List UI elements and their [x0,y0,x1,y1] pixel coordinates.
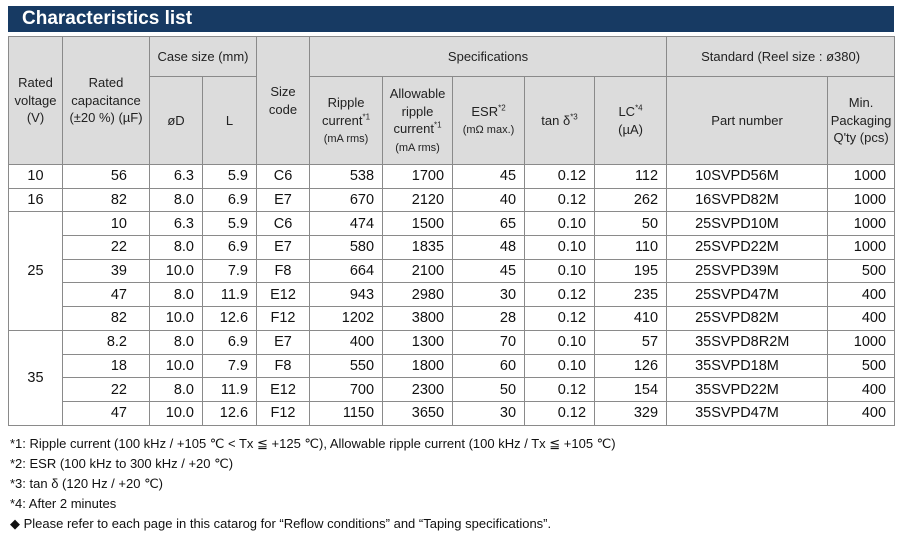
cell-size-code: E7 [257,188,310,212]
table-row [9,354,895,378]
header-rated-capacitance: Rated capacitance (±20 %) (µF) [63,37,150,165]
cell-size-code: E7 [257,236,310,260]
cell-length: 6.9 [203,330,257,354]
cell-part-number: 25SVPD22M [667,236,828,260]
cell-lc: 126 [595,354,667,378]
cell-length: 7.9 [203,259,257,283]
cell-allowable-ripple: 1500 [383,212,453,236]
cell-min-packaging: 1000 [828,212,895,236]
cell-lc: 410 [595,307,667,331]
header-standard: Standard (Reel size : ø380) [667,37,895,77]
cell-tan-delta: 0.10 [525,259,595,283]
cell-capacitance: 22 [63,378,150,402]
cell-length: 6.9 [203,236,257,260]
cell-capacitance: 10 [63,212,150,236]
cell-allowable-ripple: 1800 [383,354,453,378]
cell-min-packaging: 500 [828,259,895,283]
cell-allowable-ripple: 2980 [383,283,453,307]
cell-esr: 28 [453,307,525,331]
header-esr [453,77,525,165]
footnote-4: *4: After 2 minutes [10,496,117,511]
cell-length: 12.6 [203,307,257,331]
cell-size-code: E12 [257,283,310,307]
cell-tan-delta: 0.12 [525,401,595,425]
cell-part-number: 25SVPD10M [667,212,828,236]
cell-capacitance: 39 [63,259,150,283]
cell-length: 11.9 [203,283,257,307]
table-row [9,283,895,307]
cell-tan-delta: 0.10 [525,354,595,378]
table-row [9,212,895,236]
cell-tan-delta: 0.12 [525,378,595,402]
table-row [9,188,895,212]
cell-part-number: 35SVPD22M [667,378,828,402]
cell-diameter: 6.3 [150,212,203,236]
title-bar [8,6,894,32]
footnote-1: *1: Ripple current (100 kHz / +105 ℃ < Tx ≦ +125 ℃), Allowable ripple current (100 kHz / Tx ≦ +105 ℃) [10,436,616,451]
header-row-1 [9,37,895,77]
cell-min-packaging: 400 [828,378,895,402]
cell-esr: 45 [453,259,525,283]
cell-diameter: 8.0 [150,236,203,260]
cell-min-packaging: 400 [828,401,895,425]
cell-ripple-current: 474 [310,212,383,236]
cell-allowable-ripple: 1300 [383,330,453,354]
cell-ripple-current: 1202 [310,307,383,331]
table-row [9,378,895,402]
cell-diameter: 8.0 [150,283,203,307]
cell-lc: 50 [595,212,667,236]
ripple-current-unit: (mA rms) [323,133,369,146]
cell-min-packaging: 400 [828,283,895,307]
table-body [9,165,895,426]
cell-ripple-current: 580 [310,236,383,260]
cell-esr: 65 [453,212,525,236]
header-tan-delta [525,77,595,165]
cell-size-code: F12 [257,307,310,331]
cell-esr: 30 [453,401,525,425]
table-row [9,165,895,189]
cell-lc: 195 [595,259,667,283]
header-length: L [203,77,257,165]
allowable-ripple-footnote-mark: *1 [433,121,442,131]
footnote-reflow-taping: ◆ Please refer to each page in this catarog for “Reflow conditions” and “Taping specifications”. [10,516,552,531]
header-lc [595,77,667,165]
esr-unit: (mΩ max.) [462,124,515,137]
lc-label: LC [618,103,636,119]
cell-part-number: 35SVPD18M [667,354,828,378]
ripple-current-label: Ripple current [322,95,365,128]
cell-tan-delta: 0.12 [525,283,595,307]
cell-ripple-current: 943 [310,283,383,307]
cell-lc: 329 [595,401,667,425]
cell-rated-voltage: 25 [9,212,63,330]
footnotes [10,434,890,534]
cell-size-code: F8 [257,259,310,283]
cell-min-packaging: 500 [828,354,895,378]
lc-footnote-mark: *4 [635,103,643,113]
header-specifications: Specifications [310,37,667,77]
cell-esr: 50 [453,378,525,402]
cell-capacitance: 82 [63,307,150,331]
cell-tan-delta: 0.12 [525,165,595,189]
cell-size-code: F12 [257,401,310,425]
header-part-number: Part number [667,77,828,165]
cell-capacitance: 47 [63,283,150,307]
cell-ripple-current: 538 [310,165,383,189]
ripple-current-footnote-mark: *1 [362,112,371,122]
cell-part-number: 35SVPD8R2M [667,330,828,354]
cell-tan-delta: 0.12 [525,307,595,331]
cell-length: 5.9 [203,212,257,236]
cell-lc: 154 [595,378,667,402]
cell-size-code: E7 [257,330,310,354]
cell-size-code: E12 [257,378,310,402]
cell-allowable-ripple: 1835 [383,236,453,260]
cell-part-number: 25SVPD39M [667,259,828,283]
cell-min-packaging: 1000 [828,330,895,354]
cell-allowable-ripple: 3800 [383,307,453,331]
cell-lc: 110 [595,236,667,260]
esr-footnote-mark: *2 [498,103,506,113]
cell-esr: 45 [453,165,525,189]
cell-rated-voltage: 10 [9,165,63,189]
header-rated-voltage: Rated voltage (V) [9,37,63,165]
cell-esr: 48 [453,236,525,260]
cell-allowable-ripple: 1700 [383,165,453,189]
page-title: Characteristics list [22,8,193,29]
cell-part-number: 16SVPD82M [667,188,828,212]
footnote-3: *3: tan δ (120 Hz / +20 ℃) [10,476,163,491]
characteristics-table [8,36,895,426]
cell-part-number: 35SVPD47M [667,401,828,425]
cell-diameter: 10.0 [150,401,203,425]
allowable-ripple-unit: (mA rms) [395,141,440,154]
cell-capacitance: 8.2 [63,330,150,354]
cell-capacitance: 82 [63,188,150,212]
cell-esr: 70 [453,330,525,354]
cell-lc: 262 [595,188,667,212]
cell-part-number: 25SVPD82M [667,307,828,331]
cell-allowable-ripple: 3650 [383,401,453,425]
cell-allowable-ripple: 2300 [383,378,453,402]
cell-length: 6.9 [203,188,257,212]
cell-diameter: 8.0 [150,330,203,354]
table-row [9,259,895,283]
table-row [9,401,895,425]
cell-size-code: C6 [257,165,310,189]
cell-esr: 60 [453,354,525,378]
cell-tan-delta: 0.12 [525,188,595,212]
cell-capacitance: 47 [63,401,150,425]
allowable-ripple-label: Allowable ripple current [389,86,446,137]
footnote-2: *2: ESR (100 kHz to 300 kHz / +20 ℃) [10,456,234,471]
cell-lc: 57 [595,330,667,354]
cell-ripple-current: 1150 [310,401,383,425]
header-allowable-ripple [383,77,453,165]
cell-capacitance: 22 [63,236,150,260]
cell-min-packaging: 1000 [828,165,895,189]
cell-allowable-ripple: 2100 [383,259,453,283]
cell-part-number: 25SVPD47M [667,283,828,307]
cell-esr: 40 [453,188,525,212]
tan-delta-label: tan δ [541,112,571,128]
lc-unit: (µA) [618,121,643,137]
header-size-code: Size code [257,37,310,165]
cell-tan-delta: 0.10 [525,236,595,260]
cell-rated-voltage: 35 [9,330,63,425]
cell-esr: 30 [453,283,525,307]
cell-diameter: 10.0 [150,259,203,283]
cell-diameter: 6.3 [150,165,203,189]
cell-lc: 112 [595,165,667,189]
cell-ripple-current: 664 [310,259,383,283]
cell-length: 7.9 [203,354,257,378]
cell-ripple-current: 670 [310,188,383,212]
tan-delta-footnote-mark: *3 [570,112,578,122]
table-row [9,307,895,331]
table-row [9,236,895,260]
cell-min-packaging: 400 [828,307,895,331]
header-case-size: Case size (mm) [150,37,257,77]
cell-tan-delta: 0.10 [525,212,595,236]
cell-diameter: 8.0 [150,378,203,402]
cell-diameter: 8.0 [150,188,203,212]
header-diameter: øD [150,77,203,165]
cell-size-code: F8 [257,354,310,378]
cell-ripple-current: 700 [310,378,383,402]
cell-diameter: 10.0 [150,307,203,331]
cell-ripple-current: 400 [310,330,383,354]
cell-part-number: 10SVPD56M [667,165,828,189]
cell-lc: 235 [595,283,667,307]
cell-tan-delta: 0.10 [525,330,595,354]
cell-min-packaging: 1000 [828,236,895,260]
cell-allowable-ripple: 2120 [383,188,453,212]
cell-size-code: C6 [257,212,310,236]
cell-diameter: 10.0 [150,354,203,378]
esr-label: ESR [471,103,499,119]
header-min-packaging: Min. Packaging Q'ty (pcs) [828,77,895,165]
cell-ripple-current: 550 [310,354,383,378]
cell-length: 12.6 [203,401,257,425]
cell-length: 5.9 [203,165,257,189]
cell-length: 11.9 [203,378,257,402]
cell-rated-voltage: 16 [9,188,63,212]
table-row [9,330,895,354]
cell-capacitance: 18 [63,354,150,378]
cell-capacitance: 56 [63,165,150,189]
header-ripple-current [310,77,383,165]
cell-min-packaging: 1000 [828,188,895,212]
